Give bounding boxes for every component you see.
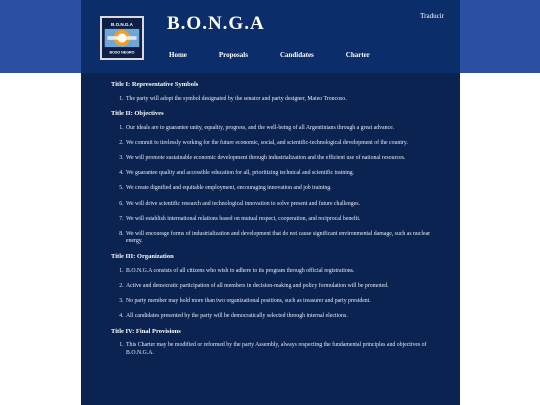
section-list [111,125,446,246]
nav-link-home[interactable]: Home [169,51,187,59]
list-item: 7. We will establish international relations based on mutual respect, cooperation, and reciprocal benefit. [125,216,446,224]
section-title: Title II: Objectives [111,110,164,118]
section-title: Title III: Organization [111,253,174,261]
site-title: B.O.N.G.A [167,13,265,34]
page-container [81,0,460,405]
list-item: 4. All candidates presented by the party will be democratically selected through internal elections. [125,313,446,321]
list-item: 1. Our ideals are to guarantee unity, equality, progress, and the well-being of all Argentinians through a great advance. [125,125,446,133]
main-nav [169,51,402,59]
list-item: 3. We will promote sustainable economic development through industrialization and the efficient use of national resources. [125,155,446,163]
section-list [111,342,446,357]
section-list [111,268,446,321]
nav-link-candidates[interactable]: Candidates [279,51,314,59]
list-item: 5. We create dignified and equitable employment, encouraging innovation and job training. [125,185,446,193]
logo-emblem-icon [102,18,142,58]
list-item: 2. Active and democratic participation of all members in decision-making and policy formulation will be promoted. [125,283,446,291]
section-list [111,96,446,104]
section-title: Title I: Representative Symbols [111,81,199,88]
list-item: 4. We guarantee quality and accessible education for all, prioritizing technical and scientific training. [125,170,446,178]
charter-content [81,73,460,358]
list-item: 3. No party member may hold more than two organizational positions, such as treasurer and party president. [125,298,446,306]
section-title: Title IV: Final Provisions [111,327,181,335]
list-item: 2. We commit to tirelessly working for the future economic, social, and scientific-technological development of the country. [125,140,446,148]
list-item: 1. The party will adopt the symbol designated by the senator and party designer, Mateo Troncoso. [125,96,446,104]
list-item: 8. We will encourage forms of industrialization and development that do not cause significant environmental damage, such as nuclear energy. [125,231,446,246]
logo-bottom-text: BOSO NEGRO [109,50,135,55]
translate-link[interactable]: Traducir [420,12,444,20]
list-item: 1. B.O.N.G.A consists of all citizens who wish to adhere to its program through official registrations. [125,268,446,276]
logo-top-text: B.O.N.G.A [111,22,133,28]
site-header [81,0,460,73]
list-item: 6. We will drive scientific research and technological innovation to solve present and future challenges. [125,201,446,209]
nav-link-proposals[interactable]: Proposals [218,51,248,59]
list-item: 1. This Charter may be modified or reformed by the party Assembly, always respecting the fundamental principles and objectives of B.O.N.G.A. [125,342,446,357]
nav-link-charter[interactable]: Charter [345,51,370,59]
party-logo[interactable] [100,16,144,60]
